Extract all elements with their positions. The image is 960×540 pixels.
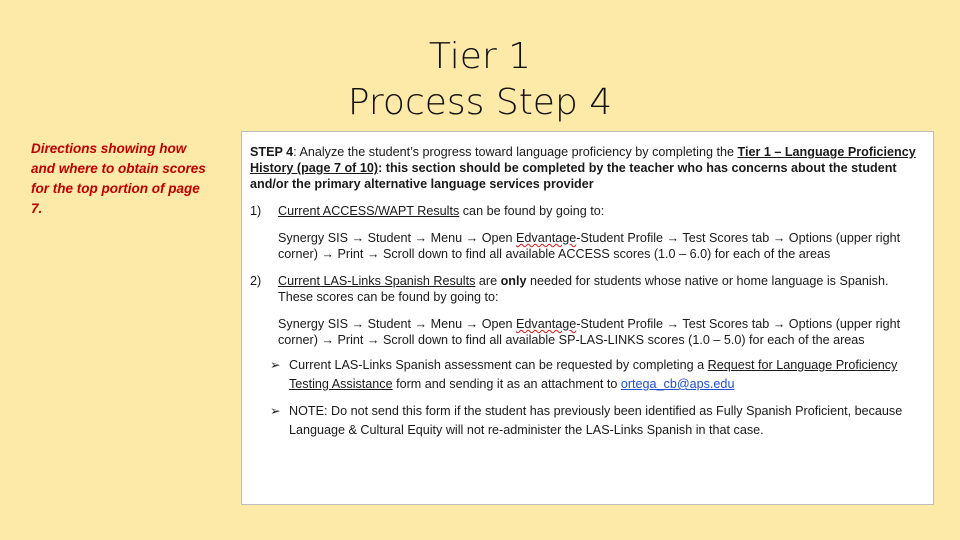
step-intro <box>250 144 923 192</box>
item-number: 1) <box>250 204 262 218</box>
item-path: Synergy SIS → Student → Menu → Open Edvantage-Student Profile → Test Scores tab → Options (upper right corner) → Print → Scroll down to find all available ACCESS scores (1.0 – 6.0) for each of the areas <box>278 231 901 261</box>
slide-title-line1: Tier 1 <box>428 36 532 77</box>
edvantage-term: Edvantage <box>516 231 577 245</box>
slide-title-line2: Process Step 4 <box>347 82 613 123</box>
intro-text-b: : this section should be completed by the teacher who has concerns about the student and/or the primary alternative language services provider <box>250 161 897 191</box>
item-number: 2) <box>250 274 262 288</box>
edvantage-term: Edvantage <box>516 317 577 331</box>
form-name: Tier 1 – Language Proficiency History (page 7 of 10) <box>250 145 916 175</box>
email-link[interactable]: ortega_cb@aps.edu <box>620 377 735 391</box>
item-lead: Current LAS-Links Spanish Results are only needed for students whose native or home language is Spanish. These scores can be found by going to: <box>278 274 889 304</box>
list-item-las-links <box>250 273 923 348</box>
side-note: Directions showing how and where to obtain scores for the top portion of page 7. <box>31 141 206 216</box>
item-lead: Current ACCESS/WAPT Results can be found by going to: <box>278 204 605 218</box>
las-links-results-link[interactable]: Current LAS-Links Spanish Results <box>278 274 476 288</box>
note-text: NOTE: Do not send this form if the student has previously been identified as Fully Spanish Proficient, because Language & Cultural Equity will not re-administer the LAS-Links Spanish in that case. <box>289 404 903 437</box>
access-results-link[interactable]: Current ACCESS/WAPT Results <box>278 204 460 218</box>
bullet-request-assessment: ➢ Current LAS-Links Spanish assessment can be requested by completing a Request for Language Proficiency Testing Assistance form and sending it as an attachment to ortega_cb@aps.edu <box>270 356 923 394</box>
arrow-bullet-icon: ➢ <box>270 358 281 372</box>
slide-title <box>340 34 620 126</box>
intro-text-a: : Analyze the student’s progress toward language proficiency by completing the <box>293 145 738 159</box>
arrow-bullet-icon: ➢ <box>270 404 281 418</box>
list-item-access <box>250 203 923 262</box>
bullet-note <box>270 402 923 440</box>
document-excerpt <box>241 131 934 505</box>
item-path: Synergy SIS → Student → Menu → Open Edvantage-Student Profile → Test Scores tab → Options (upper right corner) → Print → Scroll down to find all available SP-LAS-LINKS scores (1.0 – 5.0) for each of the areas <box>278 317 901 347</box>
step-label: STEP 4 <box>250 145 294 159</box>
request-form-link[interactable]: Request for Language Proficiency Testing Assistance <box>289 358 898 391</box>
